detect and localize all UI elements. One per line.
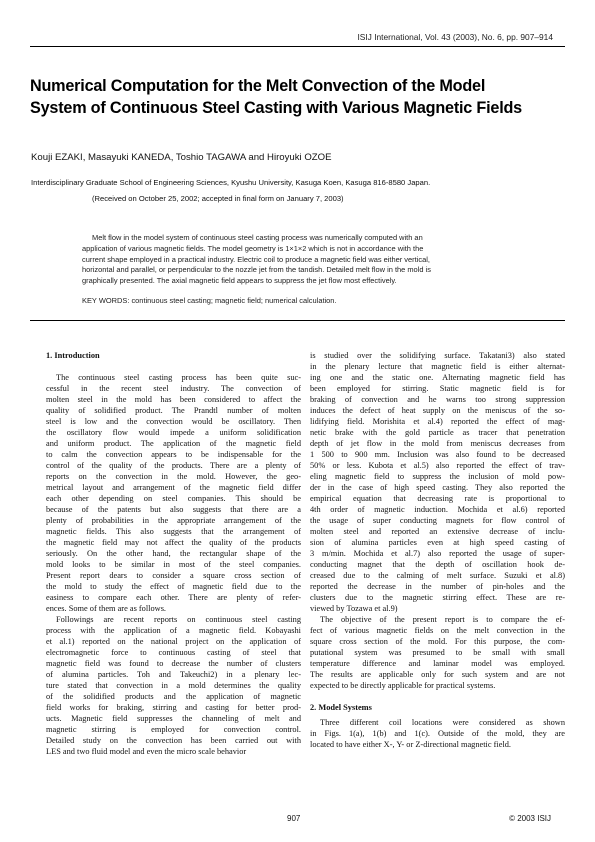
text-line: the magnetic field may not affect the quality of the products <box>46 538 301 547</box>
text-line: reports on the convection in the mold. However, the geo- <box>46 472 301 481</box>
text-line: the oscillatory flow would impede a uniform solidification <box>46 428 301 437</box>
text-line: der in the case of high speed casting. They also reported the <box>310 483 565 492</box>
text-line: ing one and the static one. Alternating magnetic field has <box>310 373 565 382</box>
text-line: sion of alumina particles even at high speed casting of <box>310 538 565 547</box>
text-line: The continuous steel casting process has been quite suc- <box>56 373 301 382</box>
text-line: lidifying field. Morishita et al.4) reported the effect of mag- <box>310 417 565 426</box>
text-line: molten steel in the mold has been considered to affect the <box>46 395 301 404</box>
text-line: 50% or less. Kubota et al.5) also reported the effect of trav- <box>310 461 565 470</box>
text-line: 1 500 to 900 mm. Inclusion was also found to be decreased <box>310 450 565 459</box>
text-line: LES and two fluid model and even the micro scale behavior <box>46 747 247 756</box>
author-list: Kouji EZAKI, Masayuki KANEDA, Toshio TAGAWA and Hiroyuki OZOE <box>31 152 332 163</box>
text-line: clusters due to the magnetic stirring effect. These are re- <box>310 593 565 602</box>
text-line: magnetic fields. This also suggests that the arrangement of <box>46 527 301 536</box>
text-line: expected to be directly applicable for practical systems. <box>310 681 496 690</box>
text-line: and uniform product. The application of the magnetic field <box>46 439 301 448</box>
text-line: viewed by Tozawa et al.9) <box>310 604 398 613</box>
copyright: © 2003 ISIJ <box>509 814 551 823</box>
text-line: been employed for stirring. Static magnetic field is for <box>310 384 565 393</box>
text-line: is studied over the solidifying surface. Takatani3) also stated <box>310 351 565 360</box>
text-line: conducting magnet that the depth of oscillation hook de- <box>310 560 565 569</box>
text-line: empirical equation that decreasing rate is proportional to <box>310 494 565 503</box>
text-line: eling magnetic field to suppress the inclusion of mold pow- <box>310 472 565 481</box>
text-line: quality of solidified product. The Prandtl number of molten <box>46 406 301 415</box>
text-line: mold looks to be similar in most of the steel companies. <box>46 560 301 569</box>
abstract-line: graphically presented. The axial magnetic field appears to suppress the jet flow most effectively. <box>82 276 397 286</box>
text-line: field works for braking, stirring and casting for better prod- <box>46 703 301 712</box>
text-line: ucts. Magnetic field suppresses the channeling of melt and <box>46 714 301 723</box>
text-line: control of the quality of the products. There are a plenty of <box>46 461 301 470</box>
journal-header: ISIJ International, Vol. 43 (2003), No. 6, pp. 907–914 <box>357 32 553 42</box>
paper-title <box>30 76 570 119</box>
section-heading: 2. Model Systems <box>310 703 372 712</box>
text-line: 3 m/min. Mochida et al.7) also reported the usage of super- <box>310 549 565 558</box>
right-column <box>310 350 565 750</box>
text-line: plenty of probabilities in the appropriate arrangement of the <box>46 516 301 525</box>
text-line: steel is low and the convection would be oscillatory. Then <box>46 417 301 426</box>
text-line: braking of convection and he warns too strong suppression <box>310 395 565 404</box>
text-line: temperature difference and laminar model was employed. <box>310 659 565 668</box>
text-line: of alumina particles. Toh and Takeuchi2) in a plenary lec- <box>46 670 301 679</box>
title-line: System of Continuous Steel Casting with Various Magnetic Fields <box>30 98 522 117</box>
text-line: putational system was presumed to be small with small <box>310 648 565 657</box>
text-line: et al.1) reported on the national project on the application of <box>46 637 301 646</box>
keywords: KEY WORDS: continuous steel casting; magnetic field; numerical calculation. <box>82 296 337 305</box>
text-line: fect of various magnetic fields on the melt convection in the <box>310 626 565 635</box>
text-line: the usage of super conducting magnets for flow control of <box>310 516 565 525</box>
text-line: Present report dears to consider a square cross section of <box>46 571 301 580</box>
abstract-line: horizontal and parallel, or perpendicular to the nozzle jet from the tandish. Detailed melt flow in the mold is <box>82 265 431 275</box>
section-heading: 1. Introduction <box>46 351 100 360</box>
title-line: Numerical Computation for the Melt Convection of the Model <box>30 77 486 95</box>
text-line: cessful in the recent steel industry. The convection of <box>46 384 301 393</box>
affiliation: Interdisciplinary Graduate School of Engineering Sciences, Kyushu University, Kasuga Koen, Kasuga 816-8580 Japan. <box>31 178 431 187</box>
text-line: square cross section of the mold. For this purpose, the com- <box>310 637 565 646</box>
text-line: magnetic field was found to decrease the number of clusters <box>46 659 301 668</box>
text-line: depth of jet flow in the mold from meniscus decreases from <box>310 439 565 448</box>
text-line: in Figs. 1(a), 1(b) and 1(c). Outside of the mold, they are <box>310 729 565 738</box>
text-line: molten steel and reported an extensive decrease of inclu- <box>310 527 565 536</box>
text-line: Followings are recent reports on continuous steel casting <box>56 615 301 624</box>
text-line: located to have either X-, Y- or Z-directional magnetic field. <box>310 740 512 749</box>
text-line: of the solidified products and the application of magnetic <box>46 692 301 701</box>
text-line: to calm the convection appears to be indispensable for the <box>46 450 301 459</box>
text-line: process with the application of a magnetic field. Kobayashi <box>46 626 301 635</box>
top-rule <box>30 46 565 47</box>
text-line: The results are applicable only for such system and are not <box>310 670 565 679</box>
abstract-line: current shape employed in a practical industry. Electric coil to produce a magnetic field was either vertical, <box>82 254 430 264</box>
abstract <box>82 233 522 287</box>
text-line: electromagnetic force to continuous casting of steel that <box>46 648 301 657</box>
text-line: each other depending on steel companies. This should be <box>46 494 301 503</box>
text-line: The objective of the present report is to compare the ef- <box>320 615 565 624</box>
text-line: creased due to the calming of melt surface. Suzuki et al.8) <box>310 571 565 580</box>
text-line: seriously. On the other hand, the rectangular shape of the <box>46 549 301 558</box>
text-line: the mold to study the effect of magnetic field due to the <box>46 582 301 591</box>
left-column <box>46 350 301 757</box>
text-line: 4th order of magnetic induction. Mochida et al.6) reported <box>310 505 565 514</box>
text-line: ture stated that convection in a mold determines the quality <box>46 681 301 690</box>
text-line: because of the patents but also suggests that there are a <box>46 505 301 514</box>
text-line: ences. Some of them are as follows. <box>46 604 167 613</box>
abstract-line: application of various magnetic fields. The model geometry is 1×1×2 which is not in accordance with the <box>82 243 424 253</box>
text-line: reported the decrease in the number of pin-holes and the <box>310 582 565 591</box>
text-line: Three different coil locations were considered as shown <box>320 718 565 727</box>
spacer <box>46 361 301 372</box>
text-line: induces the defect of heat supply on the meniscus of the so- <box>310 406 565 415</box>
text-line: in the plenary lecture that magnetic field is either alternat- <box>310 362 565 371</box>
text-line: Detailed study on the convection has been carried out with <box>46 736 301 745</box>
page-number: 907 <box>287 814 301 823</box>
text-line: netic brake with the gold particle as tracer that penetration <box>310 428 565 437</box>
text-line: magnetic stirring is employed for convection control. <box>46 725 301 734</box>
section-rule <box>30 320 565 321</box>
text-line: metrical layout and arrangement of the magnetic field differ <box>46 483 301 492</box>
spacer <box>310 691 565 702</box>
received-dates: (Received on October 25, 2002; accepted in final form on January 7, 2003) <box>92 194 344 203</box>
abstract-line: Melt flow in the model system of continuous steel casting process was numerically computed with an <box>92 233 423 242</box>
text-line: easiness to compare each other. There are plenty of refer- <box>46 593 301 602</box>
